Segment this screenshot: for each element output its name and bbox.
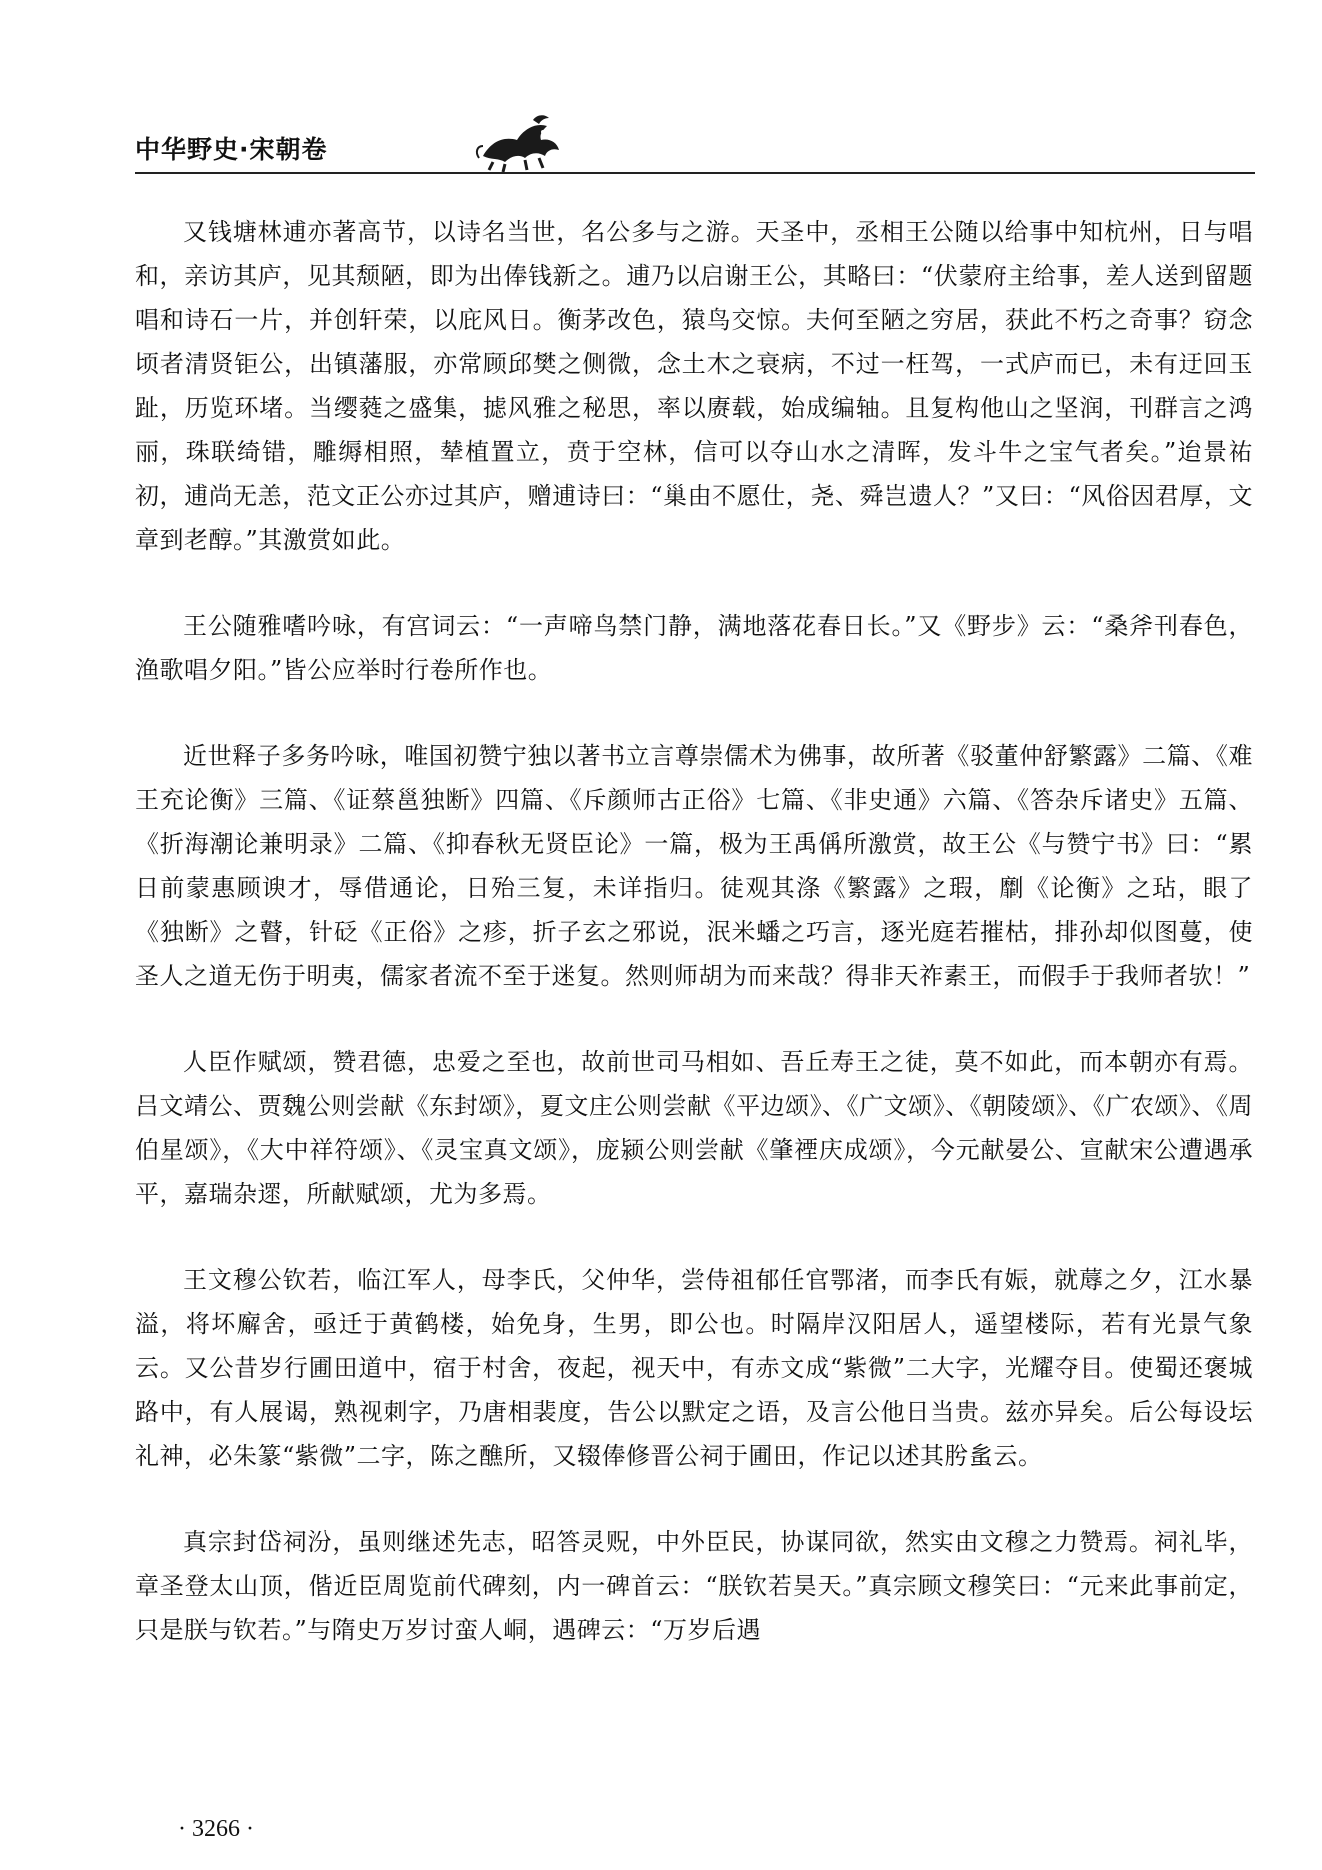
running-header [135,112,1255,182]
book-title: 中华野史·宋朝卷 [135,135,328,164]
page-body [135,210,1253,1694]
paragraph: 真宗封岱祠汾，虽则继述先志，昭答灵贶，中外臣民，协谋同欲，然实由文穆之力赞焉。祠礼毕，章圣登太山顶，偕近臣周览前代碑刻，内一碑首云：“朕钦若昊天。”真宗顾文穆笑曰：“元来此事前定，只是朕与钦若。”与隋史万岁讨蛮人峒，遇碑云：“万岁后遇 [135,1528,1253,1644]
paragraph: 人臣作赋颂，赞君德，忠爱之至也，故前世司马相如、吾丘寿王之徒，莫不如此，而本朝亦有焉。吕文靖公、贾魏公则尝献《东封颂》，夏文庄公则尝献《平边颂》、《广文颂》、《朝陵颂》、《广农颂》、《周伯星颂》，《大中祥符颂》、《灵宝真文颂》，庞颍公则尝献《肇禋庆成颂》，今元献晏公、宣献宋公遭遇承平，嘉瑞杂遝，所献赋颂，尤为多焉。 [135,1048,1253,1208]
dragon-emblem-icon [473,112,565,174]
paragraph: 王文穆公钦若，临江军人，母李氏，父仲华，尝侍祖郁任官鄂渚，而李氏有娠，就蓐之夕，江水暴溢，将坏廨舍，亟迁于黄鹤楼，始免身，生男，即公也。时隔岸汉阳居人，遥望楼际，若有光景气象云。又公昔岁行圃田道中，宿于村舍，夜起，视天中，有赤文成“紫微”二大字，光耀夺目。使蜀还褒城路中，有人展谒，熟视刺字，乃唐相裴度，告公以默定之语，及言公他日当贵。兹亦异矣。后公每设坛礼神，必朱篆“紫微”二字，陈之醮所，又辍俸修晋公祠于圃田，作记以述其肹蚃云。 [135,1266,1253,1470]
header-divider [135,172,1255,174]
paragraph: 王公随雅嗜吟咏，有宫词云：“一声啼鸟禁门静，满地落花春日长。”又《野步》云：“桑斧刊春色，渔歌唱夕阳。”皆公应举时行卷所作也。 [135,612,1253,684]
paragraph: 近世释子多务吟咏，唯国初赞宁独以著书立言尊崇儒术为佛事，故所著《驳董仲舒繁露》二篇、《难王充论衡》三篇、《证蔡邕独断》四篇、《斥颜师古正俗》七篇、《非史通》六篇、《答杂斥诸史》五篇、《折海潮论兼明录》二篇、《抑春秋无贤臣论》一篇，极为王禹偁所激赏，故王公《与赞宁书》曰：“累日前蒙惠顾谀才，辱借通论，日殆三复，未详指归。徒观其涤《繁露》之瑕，劘《论衡》之玷，眼了《独断》之瞽，针砭《正俗》之疹，折子玄之邪说，泯米蟠之巧言，逐光庭若摧枯，排孙却似图蔓，使圣人之道无伤于明夷，儒家者流不至于迷复。然则师胡为而来哉？得非天祚素王，而假手于我师者欤！” [135,742,1253,990]
page-number: · 3266 · [178,1816,254,1842]
paragraph: 又钱塘林逋亦著高节，以诗名当世，名公多与之游。天圣中，丞相王公随以给事中知杭州，日与唱和，亲访其庐，见其颓陋，即为出俸钱新之。逋乃以启谢王公，其略曰：“伏蒙府主给事，差人送到留题唱和诗石一片，并创轩荣，以庇风日。衡茅改色，猿鸟交惊。夫何至陋之穷居，获此不朽之奇事？窃念顷者清贤钜公，出镇藩服，亦常顾邱樊之侧微，念土木之衰病，不过一枉驾，一式庐而已，未有迂回玉趾，历览环堵。当缨蕤之盛集，摅风雅之秘思，率以赓载，始成编轴。且复构他山之坚润，刊群言之鸿丽，珠联绮错，雕缛相照，辇植置立，贲于空林，信可以夺山水之清晖，发斗牛之宝气者矣。”迨景祐初，逋尚无恙，范文正公亦过其庐，赠逋诗曰：“巢由不愿仕，尧、舜岂遗人？”又曰：“风俗因君厚，文章到老醇。”其激赏如此。 [135,218,1253,554]
